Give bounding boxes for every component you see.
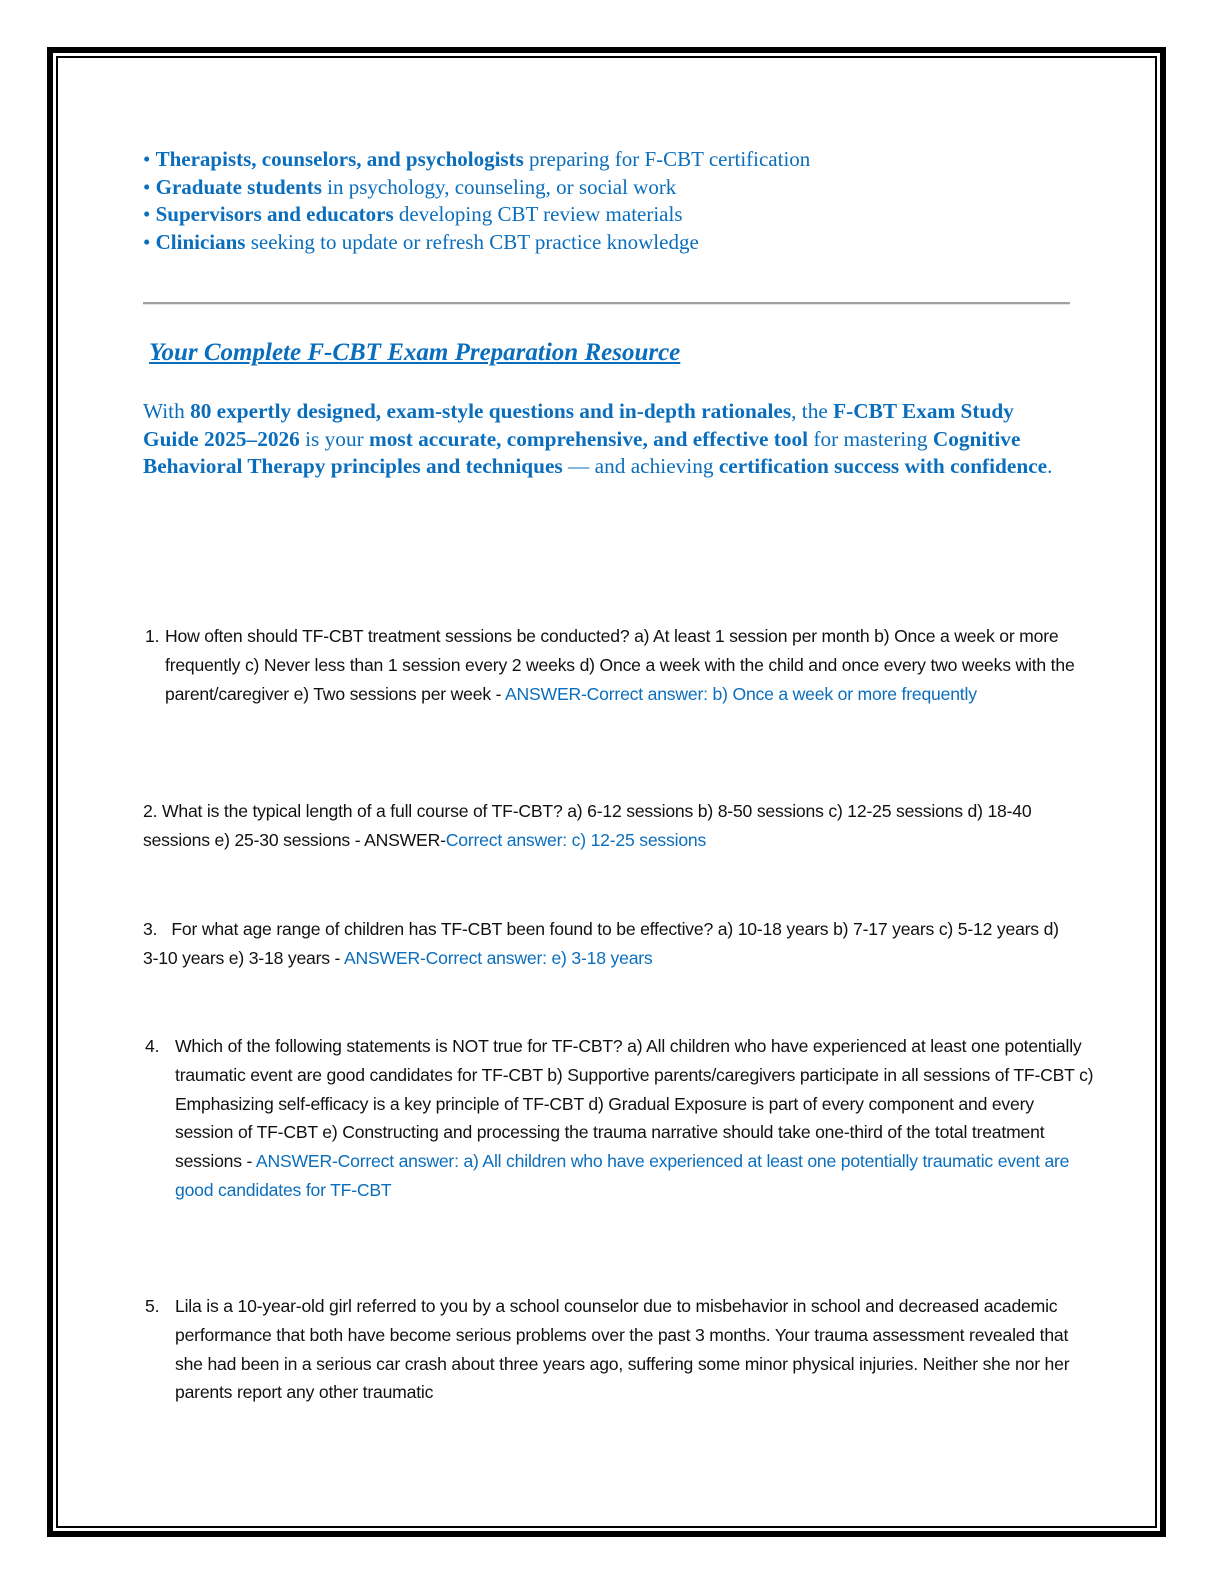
question-text: How often should TF-CBT treatment sessions be conducted? a) At least 1 session per month b) Once a week or more frequently c) Never less than 1 session every 2 weeks d) Once a week with the child and once every two weeks with the parent/caregiver e) Two sessions per week - xyxy=(165,626,1075,704)
audience-item xyxy=(143,174,810,202)
horizontal-divider xyxy=(143,302,1070,305)
bullet-icon: • xyxy=(143,147,151,171)
audience-rest: preparing for F-CBT certification xyxy=(523,147,811,171)
audience-rest: in psychology, counseling, or social work xyxy=(321,174,677,199)
intro-text: for mastering xyxy=(808,426,933,451)
question-number: 4. xyxy=(145,1036,160,1056)
audience-item xyxy=(143,229,810,257)
question-4 xyxy=(145,1032,1095,1205)
question-5 xyxy=(145,1292,1100,1407)
bullet-icon: • xyxy=(143,174,151,199)
intro-text: is your xyxy=(299,426,370,451)
audience-bold: Graduate students xyxy=(155,174,322,199)
audience-item xyxy=(143,201,810,229)
question-2 xyxy=(143,797,1078,855)
bullet-icon: • xyxy=(143,229,151,254)
audience-rest: seeking to update or refresh CBT practice knowledge xyxy=(245,229,699,254)
audience-list xyxy=(143,146,810,256)
intro-bold: 80 expertly designed, exam-style questions and in-depth rationales xyxy=(190,399,792,423)
answer-text: ANSWER-Correct answer: e) 3-18 years xyxy=(343,947,653,968)
intro-bold: Cognitive Behavioral Therapy principles and techniques xyxy=(143,426,1021,478)
question-text: For what age range of children has TF-CBT been found to be effective? a) 10-18 years b) 7-17 years c) 5-12 years d) 3-10 years e) 3-18 years - xyxy=(143,919,1059,968)
audience-rest: developing CBT review materials xyxy=(393,202,683,226)
question-number: 1. xyxy=(145,626,160,646)
intro-bold: certification success with confidence xyxy=(718,454,1048,478)
intro-text: — and achieving xyxy=(562,454,719,478)
answer-text: ANSWER-Correct answer: a) All children who have experienced at least one potentially traumatic event are good candidates for TF-CBT xyxy=(175,1151,1070,1200)
audience-bold: Supervisors and educators xyxy=(155,202,394,226)
answer-text: ANSWER-Correct answer: b) Once a week or more frequently xyxy=(504,683,977,704)
audience-bold: Clinicians xyxy=(155,229,246,254)
question-number: 2. xyxy=(143,801,158,821)
question-text: Which of the following statements is NOT true for TF-CBT? a) All children who have experienced at least one potentially traumatic event are good candidates for TF-CBT b) Supportive parents/caregivers participate in all sessions of TF-CBT c) Emphasizing self-efficacy is a key principle of TF-CBT d) Gradual Exposure is part of every component and every session of TF-CBT e) Constructing and processing the trauma narrative should take one-third of the total treatment sessions - xyxy=(175,1036,1094,1172)
bullet-icon: • xyxy=(143,202,151,226)
intro-paragraph xyxy=(143,398,1073,481)
intro-bold: most accurate, comprehensive, and effective tool xyxy=(369,426,809,451)
section-title: Your Complete F-CBT Exam Preparation Resource xyxy=(149,339,681,366)
audience-bold: Therapists, counselors, and psychologists xyxy=(155,147,524,171)
question-1 xyxy=(145,622,1100,708)
audience-item xyxy=(143,146,810,174)
question-number: 5. xyxy=(145,1296,160,1316)
answer-text: Correct answer: c) 12-25 sessions xyxy=(445,829,707,850)
question-text: What is the typical length of a full course of TF-CBT? a) 6-12 sessions b) 8-50 sessions c) 12-25 sessions d) 18-40 sessions e) 25-30 sessions - ANSWER- xyxy=(143,801,1032,850)
question-3 xyxy=(143,915,1078,973)
question-number: 3. xyxy=(143,919,158,939)
question-text: Lila is a 10-year-old girl referred to you by a school counselor due to misbehavior in school and decreased academic performance that both have become serious problems over the past 3 months. Your trauma assessment revealed that she had been in a serious car crash about three years ago, suffering some minor physical injuries. Neither she nor her parents report any other traumatic xyxy=(175,1296,1070,1403)
intro-bold: F-CBT Exam Study Guide 2025–2026 xyxy=(143,399,1014,451)
intro-text: With xyxy=(143,399,191,423)
intro-text: , the xyxy=(791,399,834,423)
intro-text: . xyxy=(1047,454,1053,478)
